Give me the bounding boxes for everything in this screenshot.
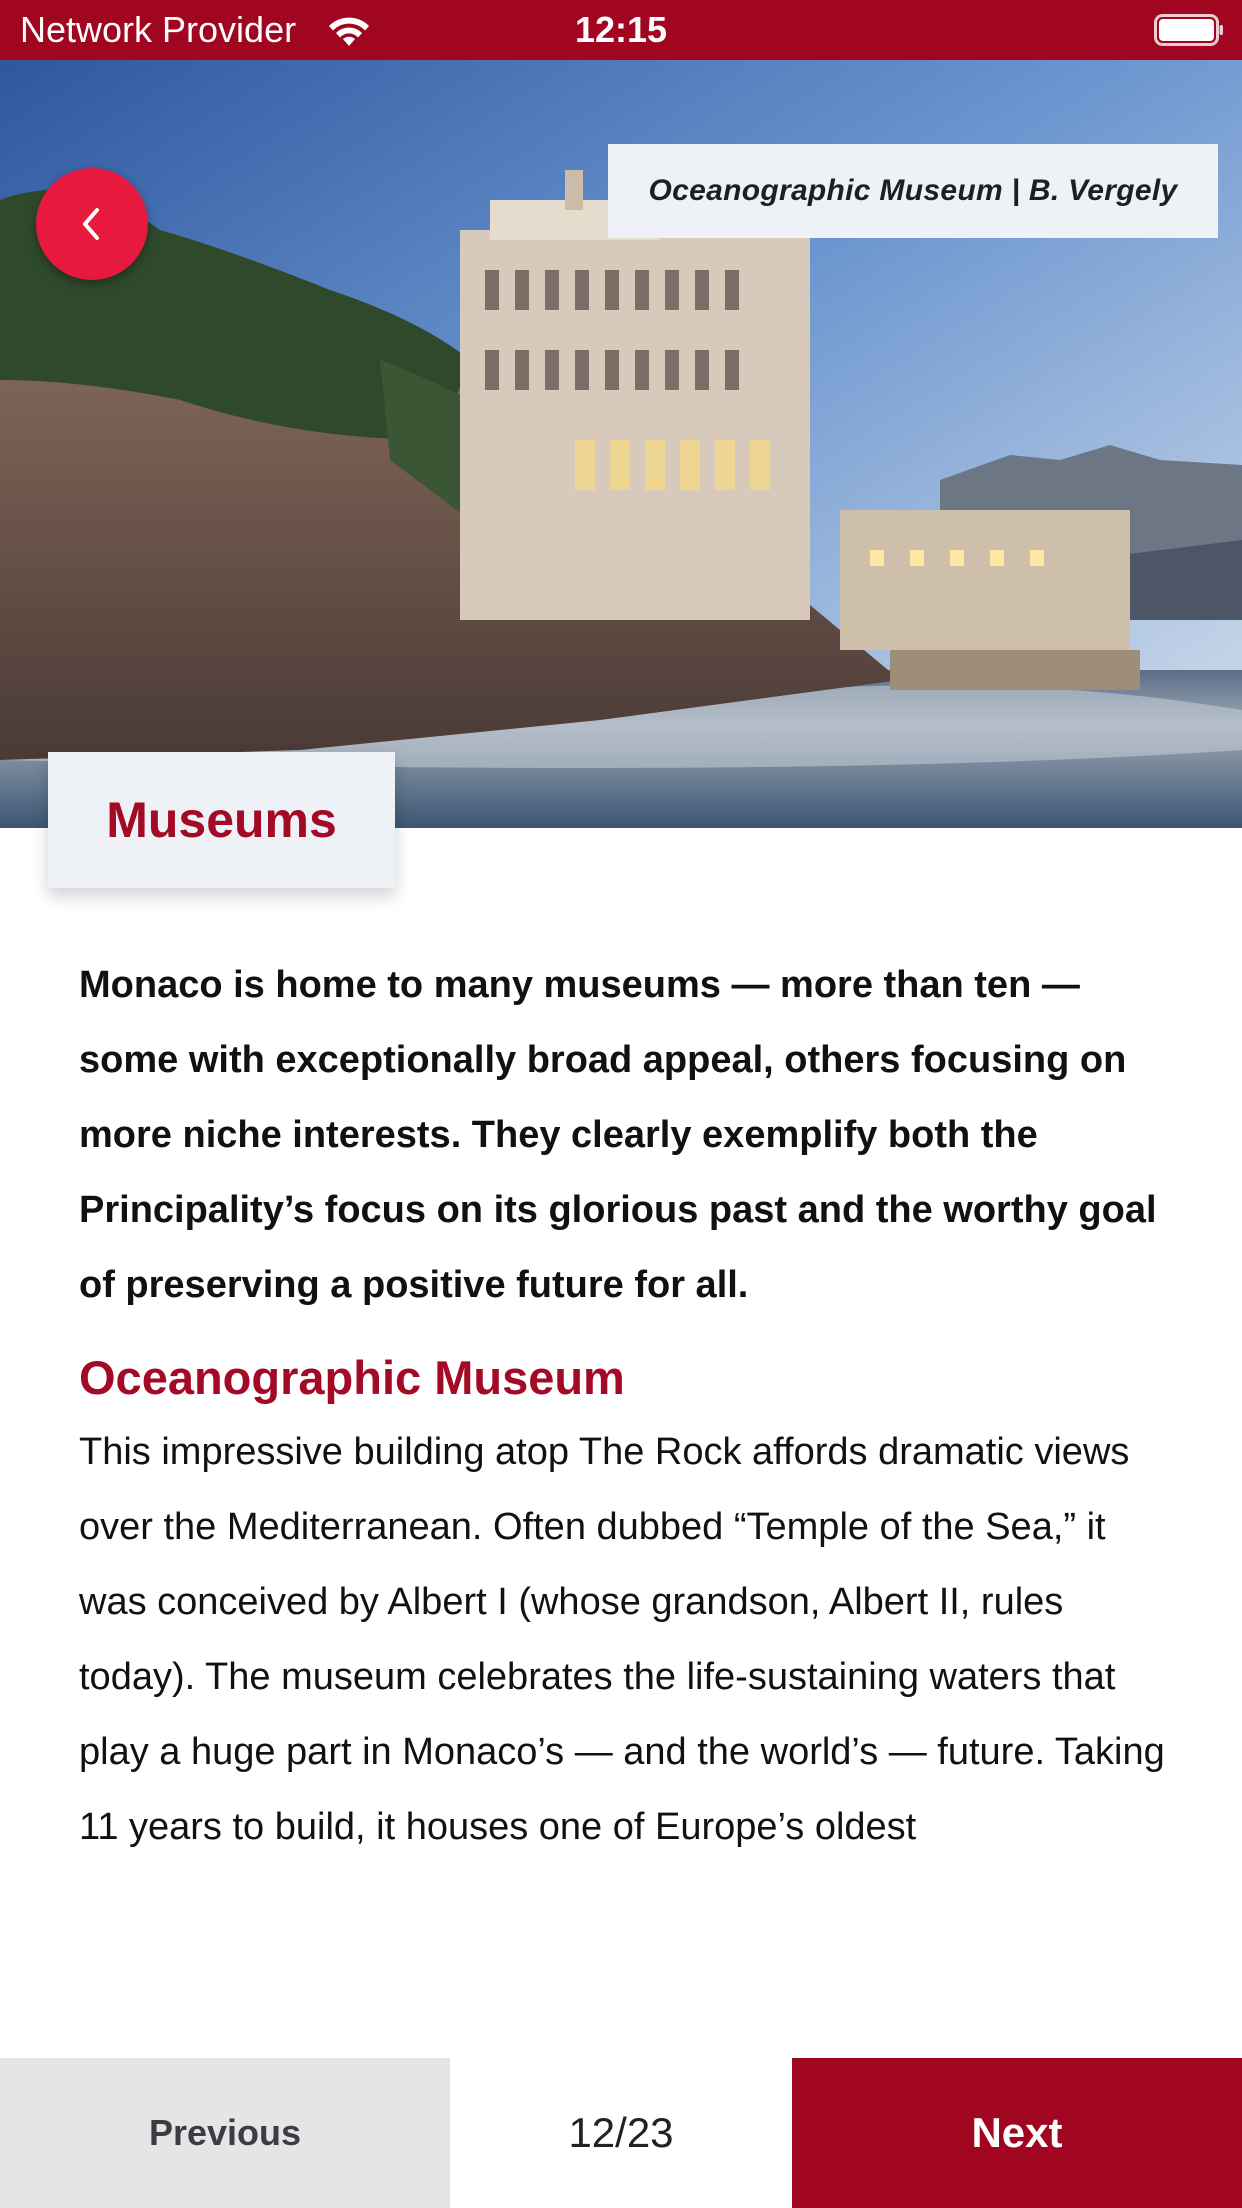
page-indicator [450, 2058, 792, 2208]
hero-photo [0, 60, 1242, 828]
section-title: Oceanographic Museum [79, 1351, 625, 1404]
battery-icon [1154, 14, 1224, 46]
carrier-name: Network Provider [20, 9, 297, 50]
section-body: This impressive building atop The Rock affords dramatic views over the Mediterranean. Often dubbed “Temple of the Sea,” it was conceived by Albert I (whose grandson, Albert II, rules today). The museum celebrates the life-sustaining waters that play a huge part in Monaco’s — and the world’s — future. Taking 11 years to build, it houses one of Europe’s oldest [79, 1431, 1165, 1848]
status-bar [0, 0, 1242, 60]
next-button-label: Next [971, 2109, 1063, 2156]
photo-caption [608, 144, 1218, 238]
next-button[interactable] [792, 2058, 1242, 2208]
article-content[interactable] [79, 948, 1179, 2058]
back-button[interactable] [36, 168, 148, 280]
category-title: Museums [106, 792, 337, 848]
article-intro: Monaco is home to many museums — more than ten — some with exceptionally broad appeal, others focusing on more niche interests. They clearly exemplify both the Principality’s focus on its glorious past and the worthy goal of preserving a positive future for all. [79, 964, 1157, 1306]
previous-button[interactable] [0, 2058, 450, 2208]
chevron-left-icon [77, 204, 107, 244]
category-title-card [48, 752, 395, 888]
photo-caption-text: Oceanographic Museum | B. Vergely [648, 174, 1178, 207]
previous-button-label: Previous [148, 2112, 302, 2153]
page-indicator-text: 12/23 [568, 2109, 674, 2156]
bottom-navigation [0, 2058, 1242, 2208]
status-time: 12:15 [574, 9, 668, 50]
